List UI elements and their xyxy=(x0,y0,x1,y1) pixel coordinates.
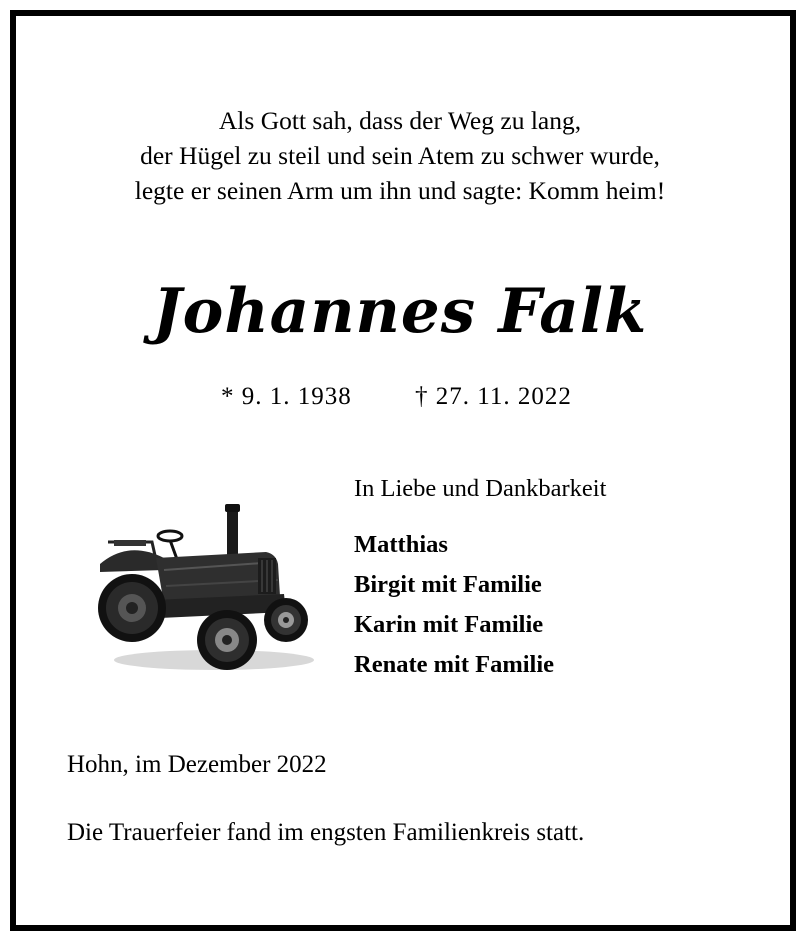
poem-line: Als Gott sah, dass der Weg zu lang, xyxy=(218,106,582,135)
funeral-note: Die Trauerfeier fand im engsten Familienkreis statt. xyxy=(67,819,585,846)
poem-line: der Hügel zu steil und sein Atem zu schwer wurde, xyxy=(140,141,660,170)
tractor-icon xyxy=(94,500,319,685)
place-date: Hohn, im Dezember 2022 xyxy=(67,751,327,778)
mourner-name: Karin mit Familie xyxy=(354,611,544,638)
mourner-name: Birgit mit Familie xyxy=(354,571,542,598)
birth-date: * 9. 1. 1938 xyxy=(221,383,352,410)
death-date: † 27. 11. 2022 xyxy=(415,383,572,410)
mourner-name: Matthias xyxy=(354,531,448,558)
mourner-name: Renate mit Familie xyxy=(354,651,555,678)
deceased-name: Johannes Falk xyxy=(152,276,648,347)
poem xyxy=(0,103,800,208)
dedication: In Liebe und Dankbarkeit xyxy=(354,475,607,502)
mourner-list xyxy=(354,525,554,685)
poem-line: legte er seinen Arm um ihn und sagte: Komm heim! xyxy=(134,176,666,205)
